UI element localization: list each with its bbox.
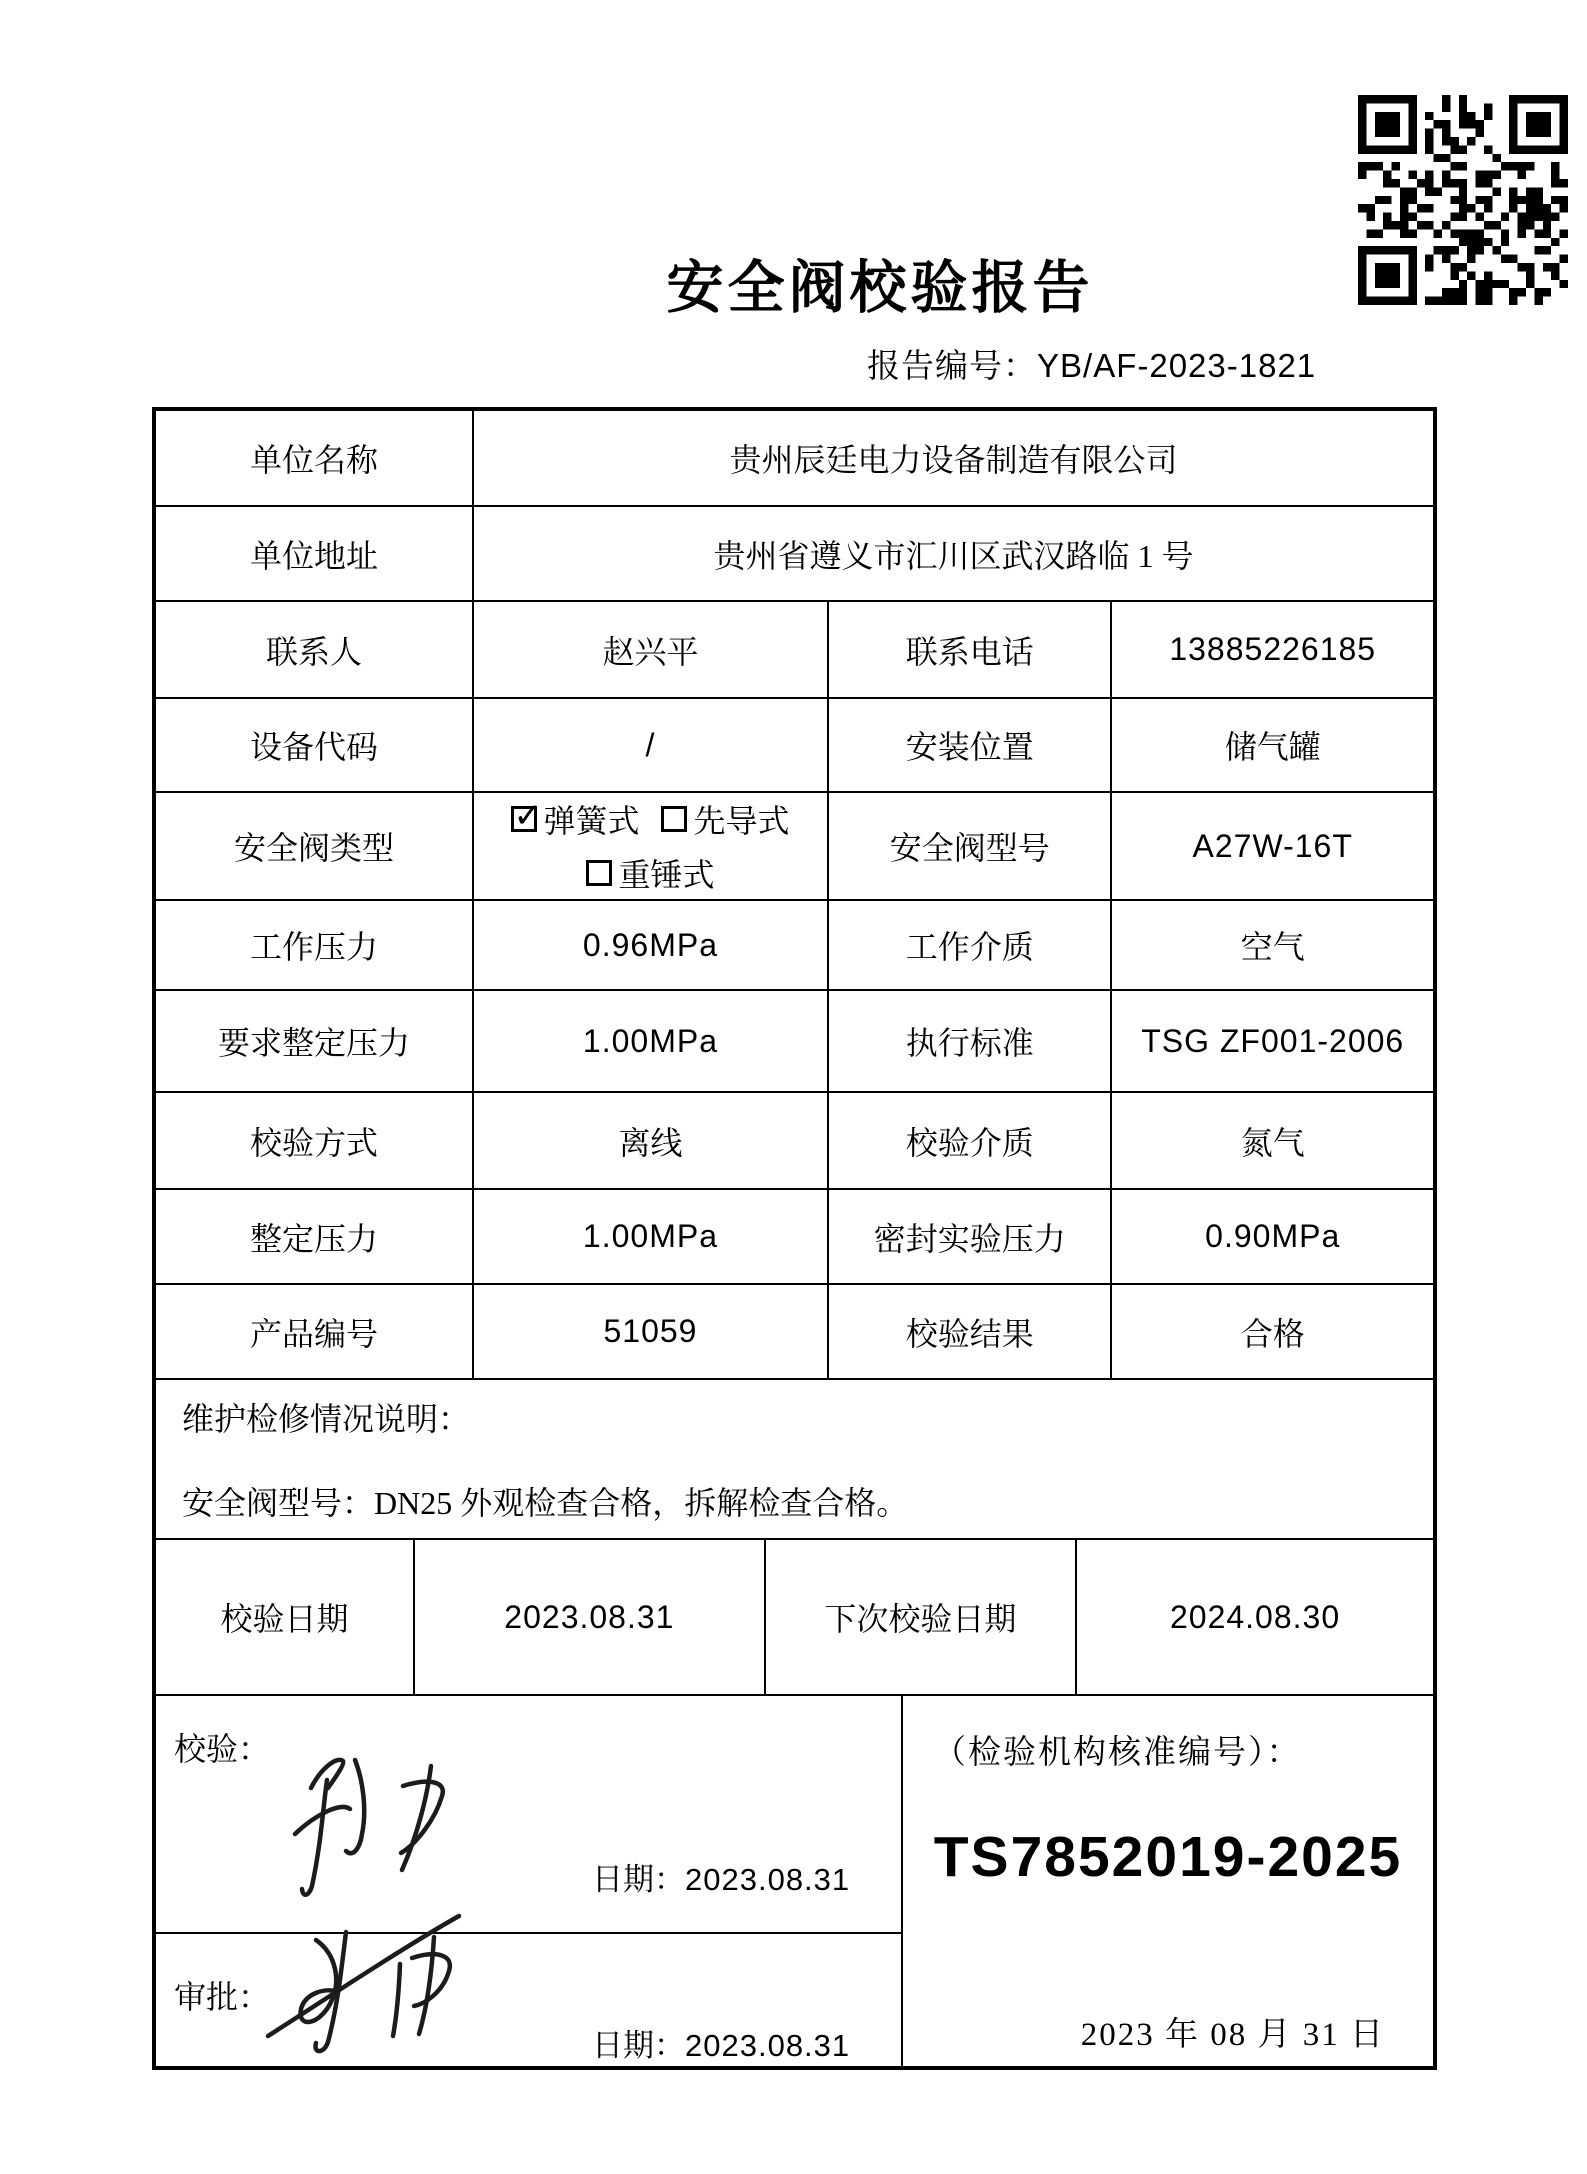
unit-name-label: 单位名称 <box>156 411 474 505</box>
verify-date-line <box>592 1854 850 1899</box>
checkbox-spring-type <box>511 796 639 842</box>
calibration-date-label: 校验日期 <box>156 1540 415 1694</box>
standard-value: TSG ZF001-2006 <box>1141 1022 1405 1059</box>
install-position-value: 储气罐 <box>1224 729 1321 765</box>
calibration-date-value: 2023.08.31 <box>415 1540 766 1694</box>
device-code-label: 设备代码 <box>156 699 474 791</box>
maintenance-note-heading: 维护检修情况说明： <box>182 1401 471 1437</box>
verify-date-label: 日期： <box>592 1862 685 1897</box>
maintenance-note-text: 安全阀型号：DN25 外观检查合格，拆解检查合格。 <box>182 1485 909 1521</box>
required-set-pressure-label: 要求整定压力 <box>156 991 474 1091</box>
table-row <box>156 1285 1433 1380</box>
device-code-value: / <box>474 699 829 791</box>
signature-section <box>156 1696 1433 2066</box>
unit-address-value: 贵州省遵义市汇川区武汉路临 1 号 <box>713 537 1194 574</box>
check-mark-icon: ✓ <box>513 796 542 836</box>
table-row <box>156 1190 1433 1285</box>
approver-signature-cell <box>156 1934 901 2066</box>
checkbox-icon <box>586 860 612 886</box>
table-row <box>156 602 1433 699</box>
approve-date-value: 2023.08.31 <box>685 2028 851 2063</box>
calibration-result-value: 合格 <box>1240 1315 1305 1352</box>
calibration-method-value: 离线 <box>474 1093 829 1188</box>
org-approval-number-value: TS7852019-2025 <box>933 1825 1403 1889</box>
install-position-label: 安装位置 <box>829 699 1112 791</box>
unit-address-label: 单位地址 <box>156 507 474 600</box>
approve-date-line <box>592 2020 850 2065</box>
work-medium-value: 空气 <box>1240 929 1305 965</box>
verify-date-value: 2023.08.31 <box>685 1862 851 1897</box>
inspection-org-cell <box>903 1696 1433 2066</box>
table-row <box>156 901 1433 991</box>
work-medium-label: 工作介质 <box>829 901 1112 989</box>
table-row <box>156 991 1433 1093</box>
next-calibration-date-label: 下次校验日期 <box>766 1540 1077 1694</box>
work-pressure-label: 工作压力 <box>156 901 474 989</box>
table-row <box>156 411 1433 507</box>
report-number-value: YB/AF-2023-1821 <box>1037 347 1317 384</box>
checkbox-pilot-type <box>661 796 789 842</box>
valve-type-options <box>474 793 829 899</box>
set-pressure-label: 整定压力 <box>156 1190 474 1283</box>
table-row <box>156 699 1433 793</box>
verifier-handwritten-signature <box>281 1736 481 1908</box>
verifier-signature-cell <box>156 1696 901 1934</box>
product-number-label: 产品编号 <box>156 1285 474 1378</box>
valve-type-label: 安全阀类型 <box>156 793 474 899</box>
set-pressure-value: 1.00MPa <box>474 1190 829 1283</box>
approve-date-label: 日期： <box>592 2028 685 2063</box>
approver-label: 审批： <box>174 1979 271 2015</box>
report-number-label: 报告编号： <box>867 349 1037 385</box>
valve-model-label: 安全阀型号 <box>829 793 1112 899</box>
seal-test-pressure-label: 密封实验压力 <box>829 1190 1112 1283</box>
signature-column <box>156 1696 903 2066</box>
table-row <box>156 1540 1433 1696</box>
calibration-result-label: 校验结果 <box>829 1285 1112 1378</box>
contact-value: 赵兴平 <box>474 602 829 697</box>
table-row <box>156 793 1433 901</box>
org-date: 2023 年 08 月 31 日 <box>1080 2017 1385 2053</box>
unit-name-value: 贵州辰廷电力设备制造有限公司 <box>729 442 1178 478</box>
maintenance-note <box>156 1380 1433 1538</box>
valve-model-value: A27W-16T <box>1192 827 1353 864</box>
checkbox-label: 重锤式 <box>618 857 715 893</box>
seal-test-pressure-value: 0.90MPa <box>1205 1218 1341 1254</box>
table-row <box>156 1380 1433 1540</box>
report-table <box>152 407 1437 2070</box>
checkbox-icon <box>661 806 687 832</box>
org-approval-number-heading: （检验机构核准编号）： <box>933 1735 1302 1771</box>
page-title: 安全阀校验报告 <box>666 257 1094 320</box>
calibration-medium-label: 校验介质 <box>829 1093 1112 1188</box>
checkbox-label: 先导式 <box>693 803 790 839</box>
report-number-line <box>867 340 1316 387</box>
calibration-medium-value: 氮气 <box>1240 1124 1305 1161</box>
standard-label: 执行标准 <box>829 991 1112 1091</box>
checkbox-weight-type <box>586 850 714 896</box>
work-pressure-value: 0.96MPa <box>474 901 829 989</box>
checkbox-label: 弹簧式 <box>543 803 640 839</box>
product-number-value: 51059 <box>474 1285 829 1378</box>
required-set-pressure-value: 1.00MPa <box>474 991 829 1091</box>
verifier-label: 校验： <box>174 1731 271 1767</box>
checkbox-icon <box>511 796 542 836</box>
table-row <box>156 1093 1433 1190</box>
qr-code <box>1358 95 1568 305</box>
calibration-method-label: 校验方式 <box>156 1093 474 1188</box>
contact-phone-value: 13885226185 <box>1169 631 1377 667</box>
table-row <box>156 507 1433 602</box>
contact-label: 联系人 <box>156 602 474 697</box>
contact-phone-label: 联系电话 <box>829 602 1112 697</box>
next-calibration-date-value: 2024.08.30 <box>1169 1598 1341 1635</box>
